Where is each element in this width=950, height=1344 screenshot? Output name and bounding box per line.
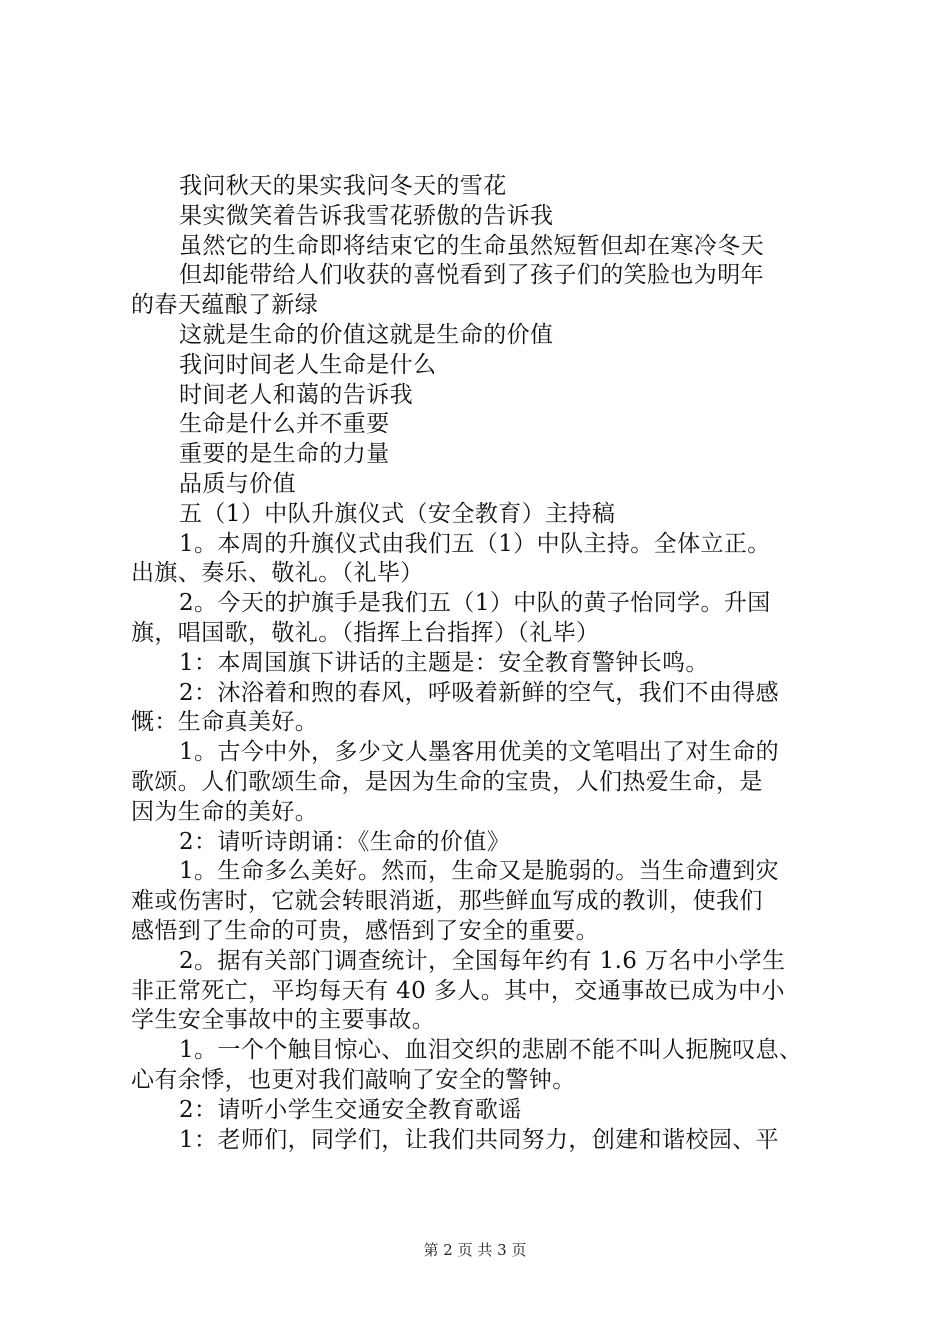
text-line: 重要的是生命的力量 bbox=[179, 441, 390, 468]
text-line: 非正常死亡，平均每天有 40 多人。其中，交通事故已成为中小 bbox=[131, 977, 785, 1004]
text-line: 1。本周的升旗仪式由我们五（1）中队主持。全体立正。 bbox=[179, 530, 771, 557]
text-line: 心有余悸，也更对我们敲响了安全的警钟。 bbox=[131, 1066, 576, 1093]
text-line: 这就是生命的价值这就是生命的价值 bbox=[179, 321, 554, 348]
text-line: 1：本周国旗下讲话的主题是：安全教育警钟长鸣。 bbox=[179, 649, 709, 676]
document-body bbox=[131, 172, 831, 1155]
text-line: 感悟到了生命的可贵，感悟到了安全的重要。 bbox=[131, 917, 599, 944]
text-line: 的春天蕴酿了新绿 bbox=[131, 292, 319, 319]
text-line: 学生安全事故中的主要事故。 bbox=[131, 1007, 436, 1034]
text-line: 出旗、奏乐、敬礼。（礼毕） bbox=[131, 560, 424, 587]
text-line: 歌颂。人们歌颂生命，是因为生命的宝贵，人们热爱生命，是 bbox=[131, 768, 763, 795]
text-line: 1。生命多么美好。然而，生命又是脆弱的。当生命遭到灾 bbox=[179, 858, 780, 885]
text-line: 五（1）中队升旗仪式（安全教育）主持稿 bbox=[179, 500, 616, 527]
text-line: 生命是什么并不重要 bbox=[179, 411, 390, 438]
text-line: 2：请听诗朗诵：《生命的价值》 bbox=[179, 828, 511, 855]
text-line: 1。一个个触目惊心、血泪交织的悲剧不能不叫人扼腕叹息、 bbox=[179, 1037, 803, 1064]
text-line: 我问秋天的果实我问冬天的雪花 bbox=[179, 173, 507, 199]
text-line: 2。据有关部门调查统计，全国每年约有 1.6 万名中小学生 bbox=[179, 947, 786, 974]
text-line: 2：请听小学生交通安全教育歌谣 bbox=[179, 1096, 522, 1123]
text-line: 果实微笑着告诉我雪花骄傲的告诉我 bbox=[179, 202, 554, 229]
text-line: 时间老人和蔼的告诉我 bbox=[179, 381, 413, 408]
text-line: 但却能带给人们收获的喜悦看到了孩子们的笑脸也为明年 bbox=[179, 262, 764, 289]
text-line: 旗，唱国歌，敬礼。（指挥上台指挥）（礼毕） bbox=[131, 619, 600, 646]
text-line: 我问时间老人生命是什么 bbox=[179, 351, 437, 378]
text-line: 虽然它的生命即将结束它的生命虽然短暂但却在寒冷冬天 bbox=[179, 232, 764, 259]
text-line: 2：沐浴着和煦的春风，呼吸着新鲜的空气，我们不由得感 bbox=[179, 679, 780, 706]
page-footer: 第 2 页 共 3 页 bbox=[423, 1241, 527, 1259]
text-line: 慨：生命真美好。 bbox=[131, 709, 319, 736]
text-line: 因为生命的美好。 bbox=[131, 798, 319, 825]
text-line: 品质与价值 bbox=[179, 470, 296, 497]
text-line: 1。古今中外，多少文人墨客用优美的文笔唱出了对生命的 bbox=[179, 739, 780, 766]
text-line: 难或伤害时，它就会转眼消逝，那些鲜血写成的教训，使我们 bbox=[131, 888, 763, 915]
text-line: 2。今天的护旗手是我们五（1）中队的黄子怡同学。升国 bbox=[179, 590, 771, 617]
text-line: 1：老师们，同学们，让我们共同努力，创建和谐校园、平 bbox=[179, 1126, 780, 1153]
